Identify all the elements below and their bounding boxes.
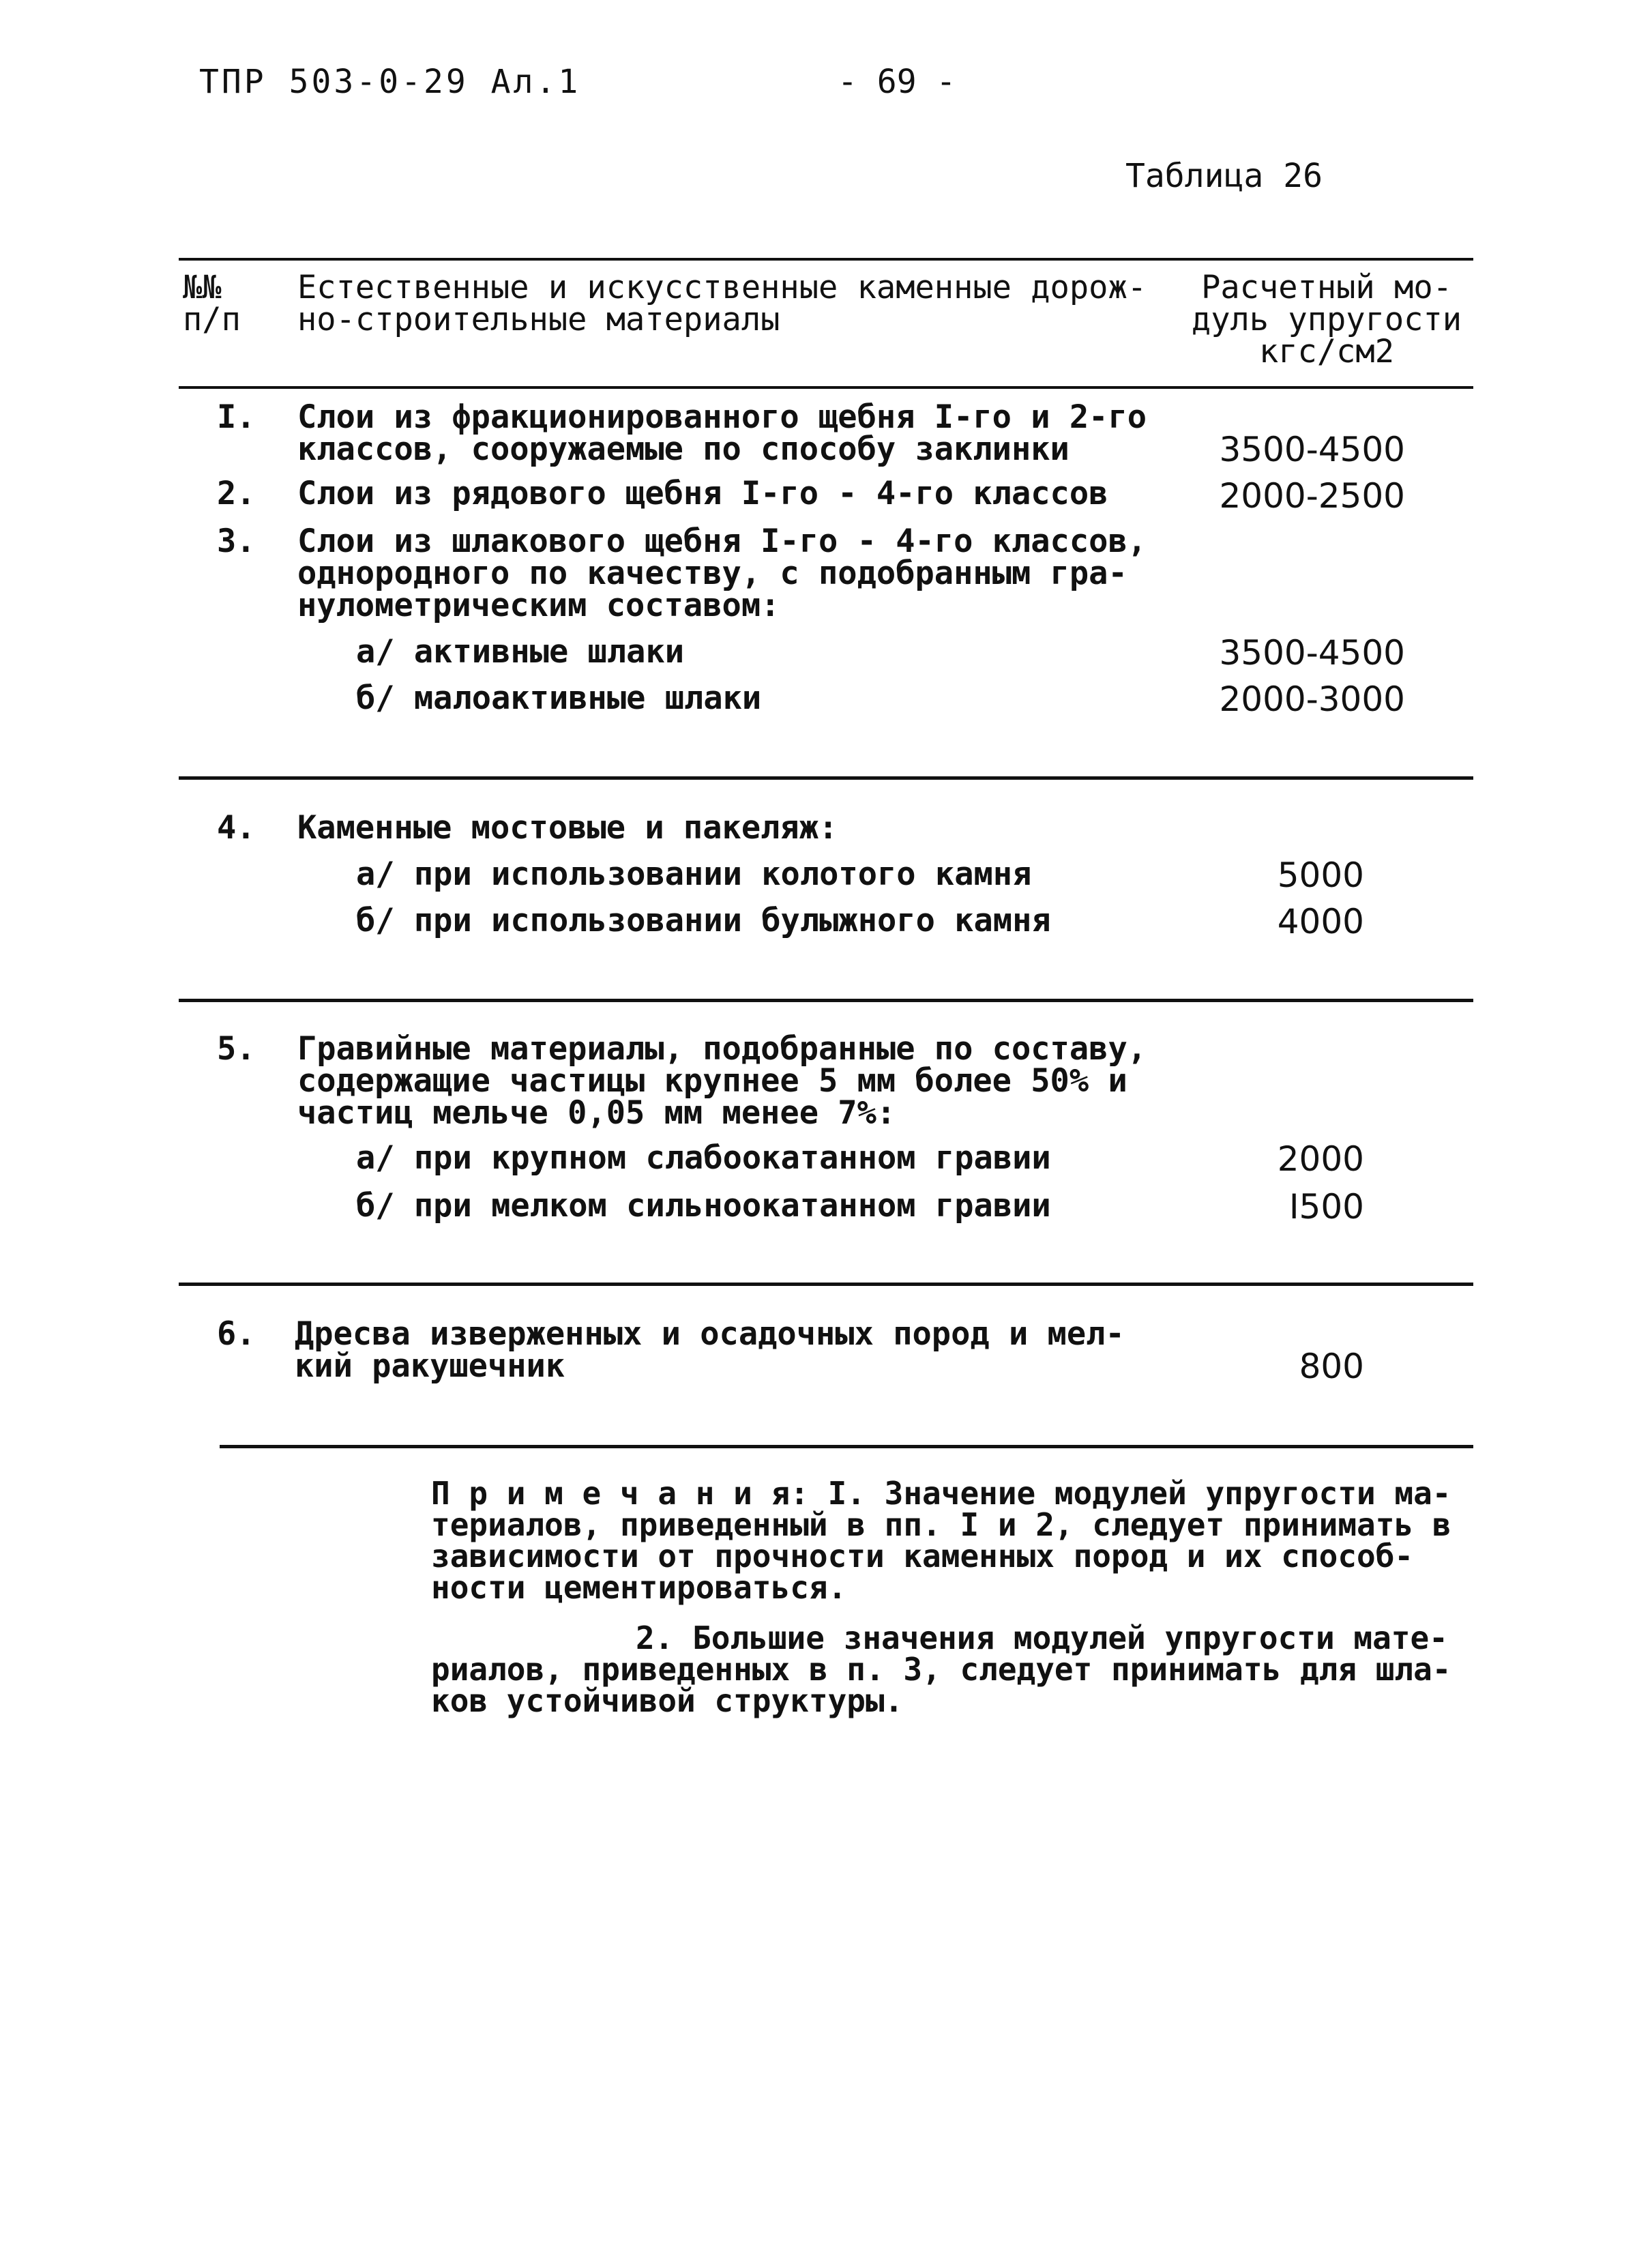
row-value: 2000-2500 <box>1219 476 1405 516</box>
section-rule <box>179 1283 1473 1286</box>
col-header-modulus <box>1187 269 1466 370</box>
sub-item-value: 4000 <box>1277 902 1364 941</box>
note-2 <box>431 1620 1451 1719</box>
col-header-material-line: Естественные и искусственные каменные дорож- <box>297 269 1147 306</box>
col-header-modulus-line: Расчетный мо- <box>1201 269 1452 306</box>
section-rule <box>179 999 1473 1002</box>
sub-item-text: б/ при использовании булыжного камня <box>356 902 1051 939</box>
row-text <box>297 809 838 847</box>
row-number: 2. <box>217 475 256 512</box>
note-1 <box>431 1475 1451 1606</box>
section-rule <box>179 776 1473 780</box>
sub-item-text: а/ активные шлаки <box>356 633 685 671</box>
sub-item-text: б/ при мелком сильноокатанном гравии <box>356 1187 1051 1225</box>
row-text-line: Гравийные материалы, подобранные по составу, <box>297 1030 1147 1068</box>
row-text <box>297 475 1108 512</box>
note-line: ков устойчивой структуры. <box>431 1682 904 1719</box>
col-header-modulus-line: кгс/см2 <box>1258 333 1395 370</box>
col-header-num-line: №№ <box>183 269 222 306</box>
col-header-material-line: но-строительные материалы <box>297 301 780 338</box>
note-line: териалов, приведенный в пп. I и 2, следует принимать в <box>431 1506 1451 1543</box>
row-number: 6. <box>217 1315 256 1353</box>
page-number: - 69 - <box>838 63 956 101</box>
row-text-line: однородного по качеству, с подобранным гра- <box>297 555 1127 592</box>
sub-item-value: I500 <box>1288 1187 1364 1227</box>
row-text-line: частиц мельче 0,05 мм менее 7%: <box>297 1094 896 1132</box>
table-bottom-rule <box>220 1445 1473 1448</box>
table-top-rule <box>179 258 1473 261</box>
col-header-num-line: п/п <box>183 301 241 338</box>
row-value: 3500-4500 <box>1219 430 1405 469</box>
row-text <box>295 1315 1125 1385</box>
sub-item-value: 2000 <box>1277 1139 1364 1179</box>
row-text-line: Каменные мостовые и пакеляж: <box>297 809 838 847</box>
row-text-line: Слои из фракционированного щебня I-го и 2-го <box>297 398 1147 436</box>
row-text-line: кий ракушечник <box>295 1347 565 1385</box>
row-value: 800 <box>1299 1347 1364 1386</box>
row-text-line: Дресва изверженных и осадочных пород и мел- <box>295 1315 1125 1353</box>
sub-item-value: 3500-4500 <box>1219 633 1405 673</box>
note-line: риалов, приведенных в п. 3, следует принимать для шла- <box>431 1651 1451 1688</box>
row-number: I. <box>217 398 256 436</box>
table-label: Таблица 26 <box>1125 157 1323 195</box>
row-number: 4. <box>217 809 256 847</box>
row-text-line: Слои из шлакового щебня I-го - 4-го классов, <box>297 523 1147 560</box>
row-text-line: классов, сооружаемые по способу заклинки <box>297 430 1070 468</box>
row-number: 3. <box>217 523 256 560</box>
row-text <box>297 1030 1147 1132</box>
note-line: П р и м е ч а н и я: I. Значение модулей упругости ма- <box>431 1475 1451 1512</box>
note-line: ности цементироваться. <box>431 1569 847 1606</box>
header-bottom-rule <box>179 386 1473 389</box>
row-text-line: содержащие частицы крупнее 5 мм более 50% и <box>297 1062 1127 1100</box>
sub-item-value: 5000 <box>1277 855 1364 895</box>
note-line: 2. Большие значения модулей упругости мате- <box>636 1620 1448 1656</box>
row-text <box>297 398 1147 468</box>
row-text <box>297 523 1147 624</box>
sub-item-text: а/ при крупном слабоокатанном гравии <box>356 1139 1051 1177</box>
row-text-line: нулометрическим составом: <box>297 587 780 624</box>
sub-item-text: а/ при использовании колотого камня <box>356 855 1032 893</box>
sub-item-value: 2000-3000 <box>1219 679 1405 719</box>
row-number: 5. <box>217 1030 256 1068</box>
sub-item-text: б/ малоактивные шлаки <box>356 679 762 717</box>
note-line: зависимости от прочности каменных пород и их способ- <box>431 1538 1414 1574</box>
col-header-material <box>297 269 1147 338</box>
col-header-modulus-line: дуль упругости <box>1191 301 1462 338</box>
row-text-line: Слои из рядового щебня I-го - 4-го классов <box>297 475 1108 512</box>
col-header-num <box>183 269 251 338</box>
document-code: ТПР 503-0-29 Ал.1 <box>199 63 581 101</box>
